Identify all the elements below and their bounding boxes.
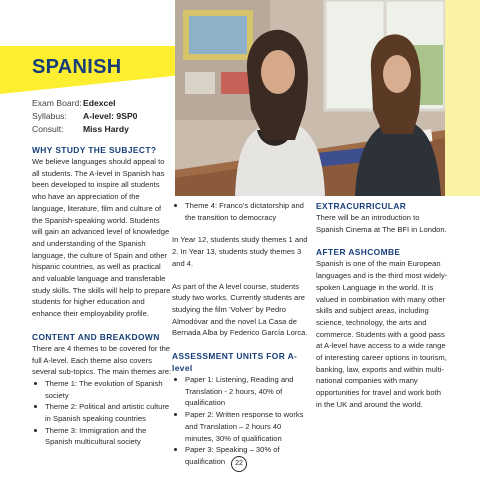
- info-label: Syllabus:: [32, 111, 67, 121]
- list-item: Theme 2: Political and artistic culture in Spanish speaking countries: [32, 401, 172, 424]
- column-left: [32, 144, 172, 448]
- papers-list: [172, 374, 309, 468]
- course-info: [32, 97, 137, 136]
- content-heading: CONTENT AND BREAKDOWN: [32, 331, 160, 342]
- consult-row: [32, 123, 137, 136]
- list-item: Theme 4: Franco’s dictatorship and the transition to democracy: [172, 200, 309, 223]
- page-title: SPANISH: [32, 56, 122, 78]
- list-item: Paper 1: Listening, Reading and Translation - 2 hours, 40% of qualification: [172, 374, 309, 409]
- list-item: Paper 3: Speaking – 30% of qualification: [172, 444, 309, 467]
- exam-board-row: [32, 97, 137, 110]
- content-text: There are 4 themes to be covered for the full A-level. Each theme also covers several sub-topics. The main themes are:: [32, 343, 172, 377]
- info-label: Consult:: [32, 124, 64, 134]
- themes-list: [32, 378, 172, 448]
- column-middle: [172, 200, 309, 468]
- why-study-heading: WHY STUDY THE SUBJECT?: [32, 145, 157, 155]
- works-text: As part of the A level course, students study two works. Currently students are studying the film ‘Volver’ by Pedro Almodóvar and the novel La Casa de Bernada Alba by Federico García Lorca.: [172, 281, 308, 338]
- students-illustration: [175, 0, 445, 196]
- extracurricular-heading: EXTRACURRICULAR: [316, 201, 407, 211]
- column-right: [316, 200, 448, 411]
- list-item: Paper 2: Written response to works and Translation – 2 hours 40 minutes, 30% of qualification: [172, 409, 309, 444]
- extracurricular-text: There will be an introduction to Spanish Cinema at The BFI in London.: [316, 213, 447, 234]
- after-ashcombe-heading: AFTER ASHCOMBE: [316, 247, 401, 258]
- list-item: Theme 1: The evolution of Spanish society: [32, 378, 172, 401]
- classroom-photo: [175, 0, 445, 196]
- after-ashcombe-text: Spanish is one of the main European languages and is the third most widely-spoken Language in the world. It is valued in combination with many other skills and subject areas, including science, technology, the arts and commerce. Students with a good pass at A-level have access to a wide range of interesting career options in tourism, banking, law, exports and within multi-national companies with many opportunities for travel and work both in the UK and around the world.: [316, 259, 448, 409]
- why-study-text: We believe languages should appeal to all students. The A-level in Spanish has been developed to inspire all students who have an appreciation of the language, literature, film and culture of the Spanish-speaking world. Students will gain an advanced level of knowledge and understanding of the Spanish language, the culture of Spain and other hispanic countries, as well as practical and valuable language and transferable study skills. The skills will help to prepare students for higher education and enhance their employability profile.: [32, 157, 171, 319]
- info-value: Miss Hardy: [83, 124, 129, 134]
- themes-list-continued: [172, 200, 309, 223]
- list-item: Theme 3: Immigration and the Spanish multicultural society: [32, 425, 172, 448]
- decorative-yellow-strip: [445, 0, 480, 196]
- year-themes-text: In Year 12, students study themes 1 and 2. In Year 13, students study themes 3 and 4.: [172, 235, 308, 268]
- info-label: Exam Board:: [32, 98, 82, 108]
- info-value: Edexcel: [83, 98, 116, 108]
- syllabus-row: [32, 110, 137, 123]
- info-value: A-level: 9SP0: [83, 111, 138, 121]
- page-number: 22: [231, 456, 247, 472]
- assessment-heading: ASSESSMENT UNITS FOR A-level: [172, 351, 298, 374]
